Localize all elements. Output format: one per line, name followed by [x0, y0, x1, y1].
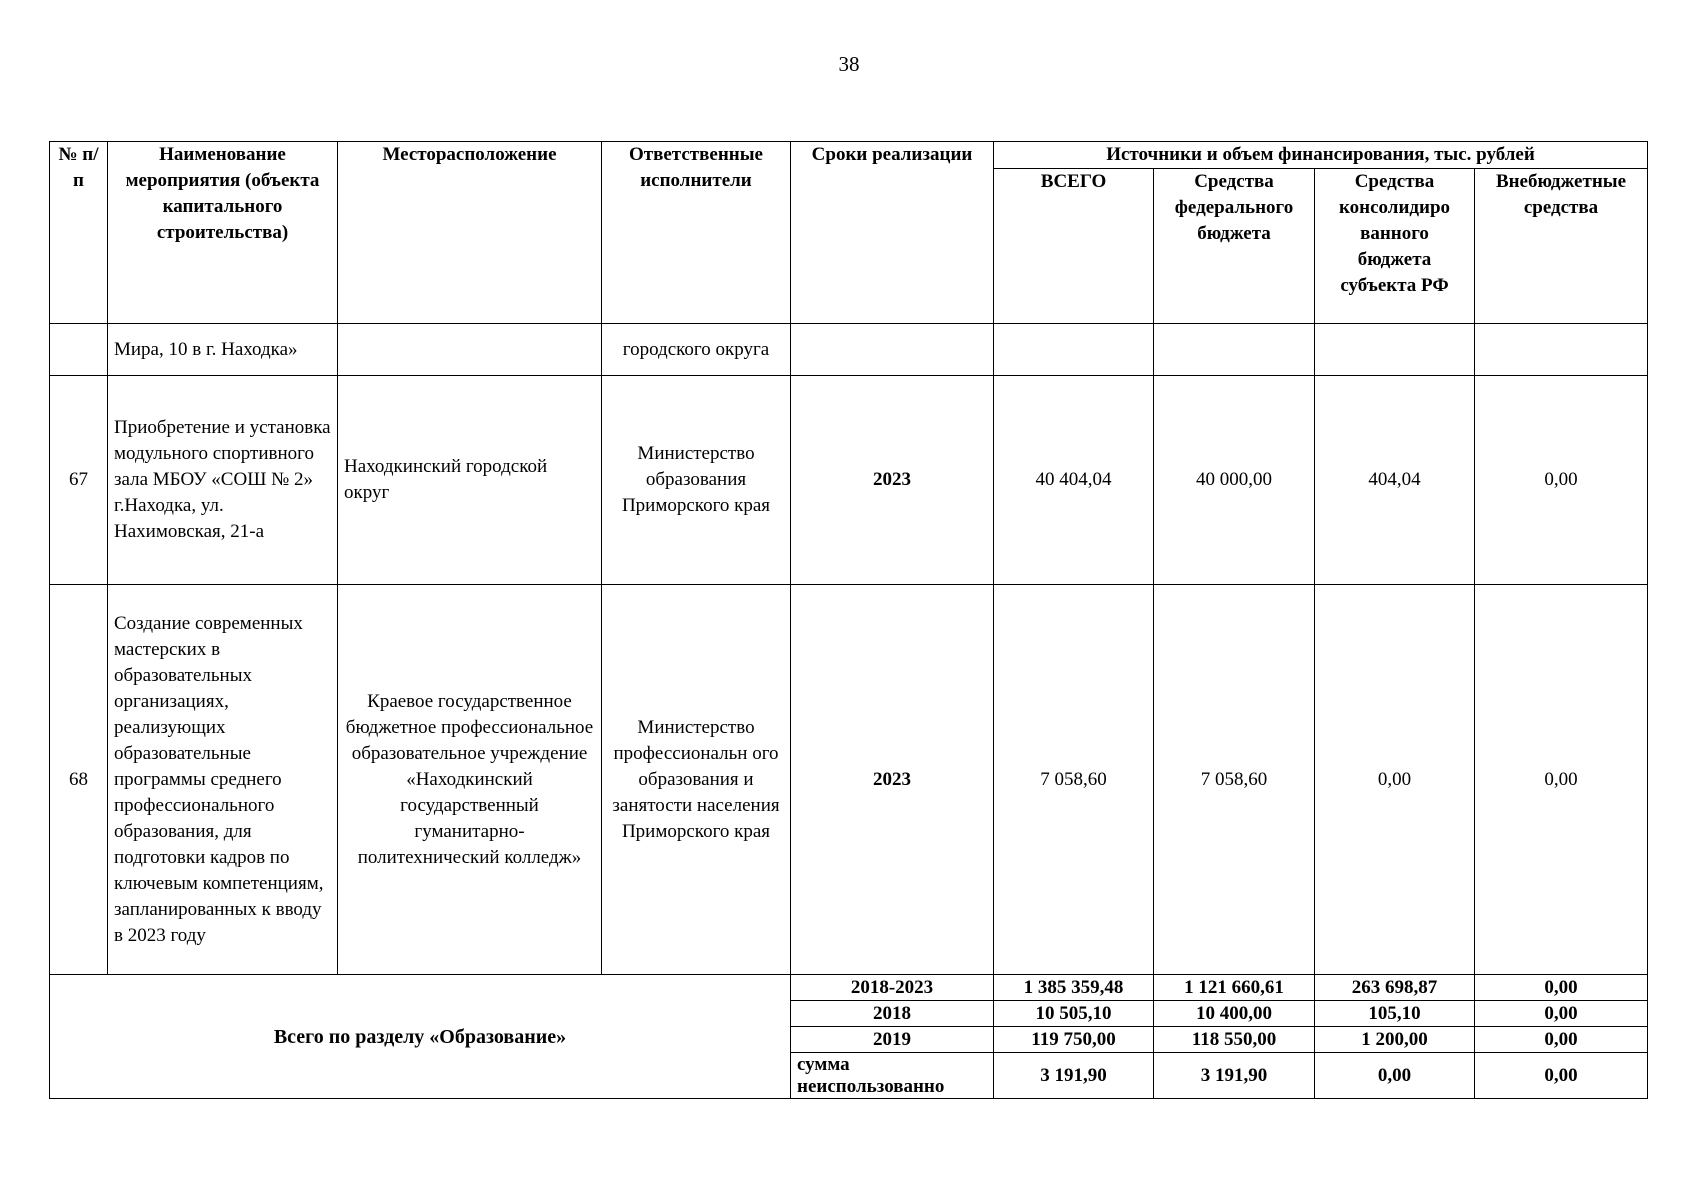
totals-federal: 1 121 660,61: [1154, 975, 1315, 1001]
cell-name: Мира, 10 в г. Находка»: [108, 324, 338, 376]
cell-location: Находкинский городской округ: [338, 376, 602, 585]
totals-federal: 10 400,00: [1154, 1001, 1315, 1027]
header-row: [50, 142, 1648, 169]
totals-offbudget: 0,00: [1475, 1001, 1648, 1027]
header-total: ВСЕГО: [994, 169, 1154, 324]
cell-num: 68: [50, 585, 108, 975]
totals-total: 1 385 359,48: [994, 975, 1154, 1001]
financing-table: [49, 141, 1648, 1099]
header-terms: Сроки реализации: [791, 142, 994, 324]
cell-total: 7 058,60: [994, 585, 1154, 975]
header-location: Месторасположение: [338, 142, 602, 324]
cell-responsible: городского округа: [602, 324, 791, 376]
totals-period: 2018-2023: [791, 975, 994, 1001]
totals-offbudget: 0,00: [1475, 1053, 1648, 1099]
cell-terms: 2023: [791, 376, 994, 585]
totals-regional: 263 698,87: [1315, 975, 1475, 1001]
table-row: [50, 585, 1648, 975]
cell-location: Краевое государственное бюджетное профессиональное образовательное учреждение «Находкинский государственный гуманитарно-политехнический колледж»: [338, 585, 602, 975]
cell-offbudget: [1475, 324, 1648, 376]
cell-responsible: Министерство образования Приморского края: [602, 376, 791, 585]
totals-row: [50, 975, 1648, 1001]
header-name: Наименование мероприятия (объекта капитального строительства): [108, 142, 338, 324]
cell-total: [994, 324, 1154, 376]
totals-regional: 0,00: [1315, 1053, 1475, 1099]
totals-label: Всего по разделу «Образование»: [50, 975, 791, 1099]
cell-regional: 404,04: [1315, 376, 1475, 585]
totals-federal: 118 550,00: [1154, 1027, 1315, 1053]
cell-federal: [1154, 324, 1315, 376]
header-regional: Средства консолидиро ванного бюджета субъекта РФ: [1315, 169, 1475, 324]
cell-terms: [791, 324, 994, 376]
totals-total: 3 191,90: [994, 1053, 1154, 1099]
totals-offbudget: 0,00: [1475, 975, 1648, 1001]
totals-period: 2019: [791, 1027, 994, 1053]
cell-federal: 40 000,00: [1154, 376, 1315, 585]
cell-offbudget: 0,00: [1475, 376, 1648, 585]
header-federal: Средства федерального бюджета: [1154, 169, 1315, 324]
header-num: № п/п: [50, 142, 108, 324]
cell-name: Создание современных мастерских в образовательных организациях, реализующих образовательные программы среднего профессионального образования, для подготовки кадров по ключевым компетенциям, запланированных к вводу в 2023 году: [108, 585, 338, 975]
totals-regional: 105,10: [1315, 1001, 1475, 1027]
cell-name: Приобретение и установка модульного спортивного зала МБОУ «СОШ № 2» г.Находка, ул. Нахимовская, 21-а: [108, 376, 338, 585]
totals-total: 119 750,00: [994, 1027, 1154, 1053]
page-number: 38: [838, 52, 860, 76]
totals-period: 2018: [791, 1001, 994, 1027]
cell-federal: 7 058,60: [1154, 585, 1315, 975]
cell-num: 67: [50, 376, 108, 585]
cell-regional: 0,00: [1315, 585, 1475, 975]
totals-federal: 3 191,90: [1154, 1053, 1315, 1099]
header-offbudget: Внебюджетные средства: [1475, 169, 1648, 324]
cell-num: [50, 324, 108, 376]
totals-offbudget: 0,00: [1475, 1027, 1648, 1053]
cell-responsible: Министерство профессиональн ого образования и занятости населения Приморского края: [602, 585, 791, 975]
totals-period: сумма неиспользованно: [791, 1053, 994, 1099]
cell-regional: [1315, 324, 1475, 376]
table-row: [50, 324, 1648, 376]
cell-total: 40 404,04: [994, 376, 1154, 585]
cell-location: [338, 324, 602, 376]
cell-offbudget: 0,00: [1475, 585, 1648, 975]
totals-total: 10 505,10: [994, 1001, 1154, 1027]
totals-regional: 1 200,00: [1315, 1027, 1475, 1053]
header-sources: Источники и объем финансирования, тыс. рублей: [994, 142, 1648, 169]
cell-terms: 2023: [791, 585, 994, 975]
table-row: [50, 376, 1648, 585]
header-responsible: Ответственные исполнители: [602, 142, 791, 324]
